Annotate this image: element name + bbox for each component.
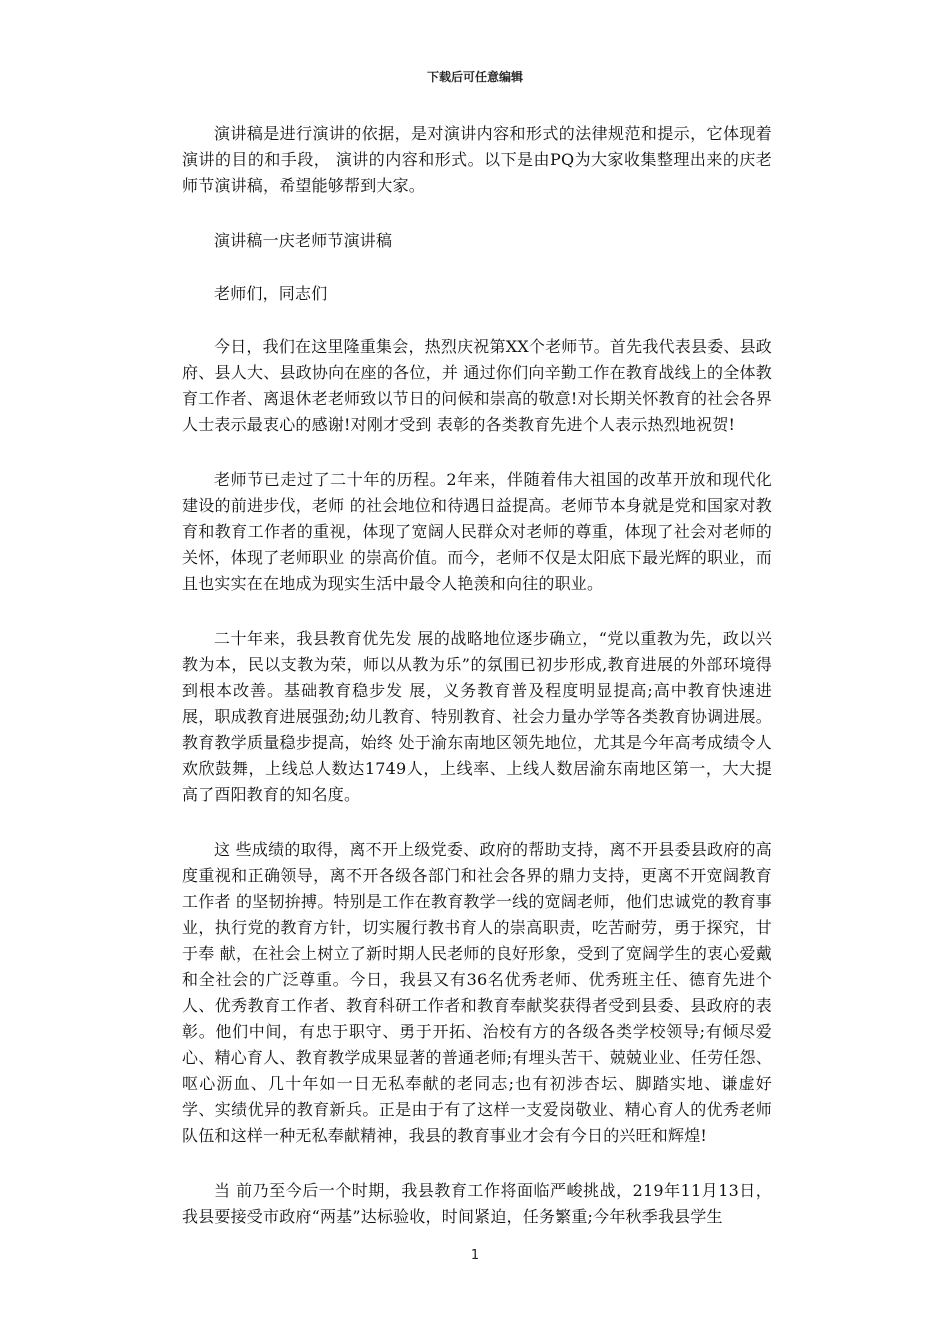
paragraph-teachers-day-history: 老师节已走过了二十年的历程。2年来，伴随着伟大祖国的改革开放和现代化建设的前进步伐，老师 的社会地位和待遇日益提高。老师节本身就是党和国家对教育和教育工作者的重视，体现了宽阔人民群众对老师的尊重，体现了社会对老师的关怀，体现了老师职业 的崇高价值。而今，老师不仅是太阳底下最光辉的职业，而且也实实在在地成为现实生活中最令人艳羡和向往的职业。 xyxy=(182,470,772,593)
salutation: 老师们，同志们 xyxy=(214,284,328,303)
page-number: 1 xyxy=(470,1248,480,1263)
document-body xyxy=(182,121,772,1259)
paragraph-recognition: 这 些成绩的取得，离不开上级党委、政府的帮助支持，离不开县委县政府的高度重视和正确领导，离不开各级各部门和社会各界的鼎力支持，更离不开宽阔教育工作者 的坚韧拚搏。特别是工作在教育教学一线的宽阔老师，他们忠诚党的教育事业，执行党的教育方针，切实履行教书育人的崇高职责，吃苦耐劳，勇于探究，甘于奉 献，在社会上树立了新时期人民老师的良好形象，受到了宽阔学生的衷心爱戴和全社会的广泛尊重。今日，我县又有36名优秀老师、优秀班主任、德育先进个 人、优秀教育工作者、教育科研工作者和教育奉献奖获得者受到县委、县政府的表彰。他们中间，有忠于职守、勇于开拓、治校有方的各级各类学校领导;有倾尽爱 心、精心育人、教育教学成果显著的普通老师;有埋头苦干、兢兢业业、任劳任怨、呕心沥血、几十年如一日无私奉献的老同志;也有初涉杏坛、脚踏实地、谦虚好 学、实绩优异的教育新兵。正是由于有了这样一支爱岗敬业、精心育人的优秀老师队伍和这样一种无私奉献精神，我县的教育事业才会有今日的兴旺和辉煌! xyxy=(182,840,772,1145)
paragraph-intro: 演讲稿是进行演讲的依据，是对演讲内容和形式的法律规范和提示，它体现着演讲的目的和手段， 演讲的内容和形式。以下是由PQ为大家收集整理出来的庆老师节演讲稿，希望能够帮到大家。 xyxy=(182,124,772,195)
paragraph-achievements: 二十年来，我县教育优先发 展的战略地位逐步确立，“党以重教为先，政以兴教为本，民以支教为荣，师以从教为乐”的氛围已初步形成,教育进展的外部环境得到根本改善。基础教育稳步发 展，义务教育普及程度明显提高;高中教育快速进展，职成教育进展强劲;幼儿教育、特别教育、社会力量办学等各类教育协调进展。教育教学质量稳步提高，始终 处于渝东南地区领先地位，尤其是今年高考成绩令人欢欣鼓舞，上线总人数达1749人，上线率、上线人数居渝东南地区第一，大大提高了酉阳教育的知名度。 xyxy=(182,629,772,804)
section-title: 演讲稿一庆老师节演讲稿 xyxy=(214,231,393,250)
paragraph-challenges: 当 前乃至今后一个时期，我县教育工作将面临严峻挑战，219年11月13日，我县要接受市政府“两基”达标验收，时间紧迫，任务繁重;今年秋季我县学生 xyxy=(182,1181,772,1226)
paragraph-greeting: 今日，我们在这里隆重集会，热烈庆祝第XX个老师节。首先我代表县委、县政府、县人大、县政协向在座的各位，并 通过你们向辛勤工作在教育战线上的全体教育工作者、离退休老老师致以节日的问候和崇高的敬意!对长期关怀教育的社会各界人士表示最衷心的感谢!对刚才受到 表彰的各类教育先进个人表示热烈地祝贺! xyxy=(182,337,772,434)
page-header: 下载后可任意编辑 xyxy=(426,70,523,84)
